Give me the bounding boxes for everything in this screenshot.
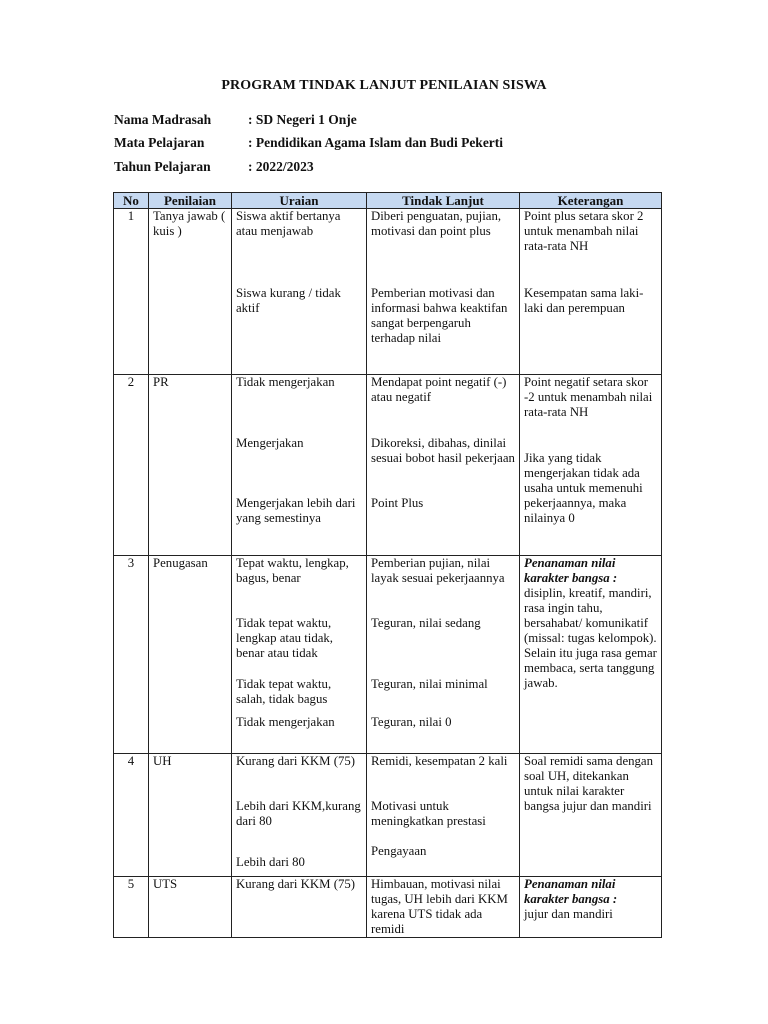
meta-label: Tahun Pelajaran <box>114 158 211 174</box>
cell-uraian <box>232 754 367 877</box>
tindak-item: Remidi, kesempatan 2 kali <box>371 754 508 768</box>
cell-penilaian: PR <box>149 375 232 556</box>
header-tindak-lanjut: Tindak Lanjut <box>367 193 520 209</box>
table-row <box>114 877 662 938</box>
uraian-item: Tidak mengerjakan <box>236 375 335 389</box>
header-penilaian: Penilaian <box>149 193 232 209</box>
table-row <box>114 754 662 877</box>
uraian-item: Mengerjakan <box>236 436 304 450</box>
table-row <box>114 375 662 556</box>
meta-row-madrasah <box>114 108 503 132</box>
tindak-item: Teguran, nilai sedang <box>371 616 481 630</box>
meta-label: Nama Madrasah <box>114 111 212 127</box>
cell-uraian <box>232 877 367 938</box>
uraian-item: Tepat waktu, lengkap, bagus, benar <box>236 556 349 585</box>
tindak-item: Teguran, nilai 0 <box>371 715 452 729</box>
meta-value: : Pendidikan Agama Islam dan Budi Pekerti <box>248 135 504 151</box>
meta-value: : 2022/2023 <box>248 158 314 174</box>
meta-row-tahun <box>114 155 503 179</box>
cell-uraian <box>232 209 367 375</box>
tindak-item: Pengayaan <box>371 844 427 858</box>
uraian-item: Lebih dari KKM,kurang dari 80 <box>236 799 361 828</box>
cell-penilaian: UTS <box>149 877 232 938</box>
meta-label: Mata Pelajaran <box>114 135 205 151</box>
uraian-item: Kurang dari KKM (75) <box>236 754 356 768</box>
uraian-item: Siswa aktif bertanya atau menjawab <box>236 209 341 238</box>
header-keterangan: Keterangan <box>520 193 662 209</box>
table-row <box>114 209 662 375</box>
tindak-item: Point Plus <box>371 496 424 510</box>
cell-tindak-lanjut <box>367 877 520 938</box>
cell-keterangan <box>520 877 662 938</box>
table-header-row <box>114 193 662 209</box>
tindak-item: Teguran, nilai minimal <box>371 677 488 691</box>
cell-penilaian: Penugasan <box>149 556 232 754</box>
tindak-item: Pemberian motivasi dan informasi bahwa keaktifan sangat berpengaruh terhadap nilai <box>371 286 508 345</box>
uraian-item: Tidak tepat waktu, salah, tidak bagus <box>236 677 332 706</box>
ket-item: jujur dan mandiri <box>524 907 613 921</box>
ket-emphasis: Penanaman nilai karakter bangsa : <box>524 556 618 585</box>
cell-penilaian: Tanya jawab ( kuis ) <box>149 209 232 375</box>
uraian-item: Tidak tepat waktu, lengkap atau tidak, benar atau tidak <box>236 616 334 660</box>
ket-item: Kesempatan sama laki-laki dan perempuan <box>524 286 644 315</box>
cell-penilaian: UH <box>149 754 232 877</box>
tindak-item: Dikoreksi, dibahas, dinilai sesuai bobot hasil pekerjaan <box>371 436 515 465</box>
meta-row-mapel <box>114 132 503 156</box>
cell-no: 4 <box>114 754 149 877</box>
ket-item: Point plus setara skor 2 untuk menambah nilai rata-rata NH <box>524 209 644 253</box>
uraian-item: Tidak mengerjakan <box>236 715 335 729</box>
ket-item: Soal remidi sama dengan soal UH, ditekankan untuk nilai karakter bangsa jujur dan mandiri <box>524 754 653 813</box>
cell-tindak-lanjut <box>367 556 520 754</box>
ket-item: Jika yang tidak mengerjakan tidak ada usaha untuk memenuhi pekerjaannya, maka nilainya 0 <box>524 451 643 525</box>
tindak-item: Motivasi untuk meningkatkan prestasi <box>371 799 486 828</box>
tindak-item: Diberi penguatan, pujian, motivasi dan point plus <box>371 209 502 238</box>
uraian-item: Lebih dari 80 <box>236 855 305 869</box>
document-title: PROGRAM TINDAK LANJUT PENILAIAN SISWA <box>221 78 547 93</box>
cell-no: 1 <box>114 209 149 375</box>
ket-item: disiplin, kreatif, mandiri, rasa ingin tahu, bersahabat/ komunikatif (missal: tugas kelompok). Selain itu juga rasa gemar membaca, serta tanggung jawab. <box>524 586 657 690</box>
cell-keterangan <box>520 209 662 375</box>
cell-uraian <box>232 556 367 754</box>
cell-tindak-lanjut <box>367 375 520 556</box>
cell-no: 2 <box>114 375 149 556</box>
cell-keterangan <box>520 375 662 556</box>
tindak-lanjut-table <box>113 192 662 938</box>
ket-emphasis: Penanaman nilai karakter bangsa : <box>524 877 618 906</box>
tindak-item: Pemberian pujian, nilai layak sesuai pekerjaannya <box>371 556 505 585</box>
cell-no: 5 <box>114 877 149 938</box>
tindak-item: Mendapat point negatif (-) atau negatif <box>371 375 507 404</box>
meta-info <box>114 108 503 179</box>
uraian-item: Mengerjakan lebih dari yang semestinya <box>236 496 356 525</box>
cell-tindak-lanjut <box>367 209 520 375</box>
cell-keterangan <box>520 556 662 754</box>
meta-value: : SD Negeri 1 Onje <box>248 111 357 127</box>
header-no: No <box>114 193 149 209</box>
uraian-item: Kurang dari KKM (75) <box>236 877 356 891</box>
ket-item: Point negatif setara skor -2 untuk menambah nilai rata-rata NH <box>524 375 653 419</box>
tindak-item: Himbauan, motivasi nilai tugas, UH lebih dari KKM karena UTS tidak ada remidi <box>371 877 508 936</box>
cell-uraian <box>232 375 367 556</box>
cell-keterangan <box>520 754 662 877</box>
cell-no: 3 <box>114 556 149 754</box>
uraian-item: Siswa kurang / tidak aktif <box>236 286 341 315</box>
cell-tindak-lanjut <box>367 754 520 877</box>
table-row <box>114 556 662 754</box>
header-uraian: Uraian <box>232 193 367 209</box>
